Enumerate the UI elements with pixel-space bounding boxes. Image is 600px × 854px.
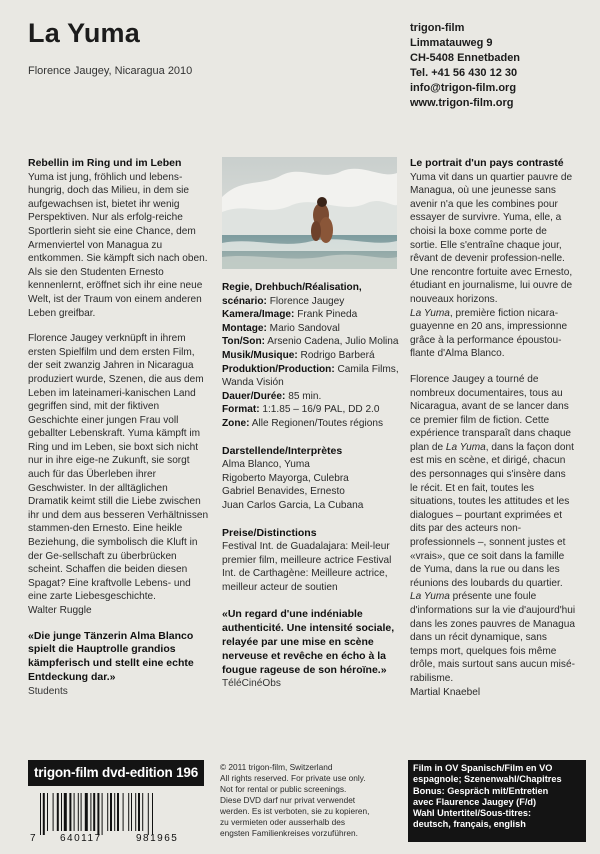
barcode-bar bbox=[61, 793, 62, 831]
barcode-bar bbox=[135, 793, 136, 831]
barcode-bar bbox=[102, 793, 103, 835]
film-title-italic: La Yuma bbox=[410, 591, 450, 603]
barcode-bar bbox=[78, 793, 79, 831]
barcode-bar bbox=[74, 793, 75, 831]
film-title-italic: La Yuma bbox=[410, 307, 450, 319]
barcode-digits-right: 981965 bbox=[136, 833, 179, 843]
french-synopsis bbox=[410, 157, 576, 711]
french-signature: Martial Knaebel bbox=[410, 686, 481, 698]
film-subtitle: Florence Jaugey, Nicaragua 2010 bbox=[28, 65, 193, 77]
german-para-2 bbox=[28, 332, 210, 617]
barcode-bar bbox=[110, 793, 112, 831]
cast-line: Gabriel Benavides, Ernesto bbox=[222, 486, 345, 498]
barcode-bar bbox=[40, 793, 41, 835]
barcode-bar bbox=[142, 793, 143, 831]
german-quote-source: Students bbox=[28, 685, 68, 697]
credits-list bbox=[222, 281, 400, 431]
german-synopsis bbox=[28, 157, 210, 698]
page-title: La Yuma bbox=[28, 18, 140, 48]
contact-email[interactable]: info@trigon-film.org bbox=[410, 82, 517, 94]
barcode-bar bbox=[53, 793, 54, 831]
barcode-digit-prefix: 7 bbox=[30, 833, 36, 843]
french-para-1: Yuma vit dans un quartier pauvre de Managua, où une jeunesse sans avenir n'a que les combines pour essayer de survivre. Yuma, elle, a choisi la boxe comme porte de sortie. Elle s'entraîne chaque jour, rêvant de devenir profession-nelle. Une rencontre fortuite avec Ernesto, étudiant en journalisme, lui ouvre de nouveaux horizons. La Yuma, première fiction nicara-guayenne en 20 ans, impressionne grâce à la performance époustou-flante d'Alma Blanco. bbox=[410, 171, 573, 360]
cast-line: Juan Carlos Garcia, La Cubana bbox=[222, 499, 364, 511]
barcode-bar bbox=[131, 793, 132, 831]
cast-heading: Darstellende/Interprètes bbox=[222, 444, 343, 457]
barcode-bar bbox=[97, 793, 99, 835]
barcode-bar bbox=[117, 793, 119, 831]
film-title-italic: La Yuma bbox=[445, 441, 486, 453]
barcode-bar bbox=[64, 793, 67, 831]
credit-zone: Zone: Alle Regionen/Toutes régions bbox=[222, 417, 384, 429]
credit-camera: Kamera/Image: Frank Pineda bbox=[222, 309, 358, 321]
barcode-bar bbox=[114, 793, 115, 831]
dvd-features-box: Film in OV Spanisch/Film en VO espagnole; Szenenwahl/Chapitres Bonus: Gespräch mit/Entretien avec Flaurence Jaugey (F/d) Wahl Untertitel/Sous-titres: deutsch, français, english bbox=[408, 760, 586, 842]
credit-direction: Regie, Drehbuch/Réalisation, scénario: Florence Jaugey bbox=[222, 282, 362, 307]
credit-format: Format: 1:1.85 – 16/9 PAL, DD 2.0 bbox=[222, 404, 380, 416]
contact-block bbox=[410, 21, 520, 111]
barcode-bar bbox=[57, 793, 59, 831]
barcode bbox=[28, 793, 206, 843]
barcode-bar bbox=[90, 793, 91, 831]
prizes-section bbox=[222, 527, 400, 595]
contact-company: trigon-film bbox=[410, 22, 465, 34]
barcode-bar bbox=[152, 793, 153, 835]
credit-music: Musik/Musique: Rodrigo Barberá bbox=[222, 349, 375, 361]
credits-column bbox=[222, 281, 400, 691]
barcode-bar bbox=[128, 793, 129, 831]
barcode-bar bbox=[81, 793, 82, 831]
cast-line: Alma Blanco, Yuma bbox=[222, 459, 310, 471]
german-para-1: Yuma ist jung, fröhlich und lebens-hungrig, doch das Milieu, in dem sie aufgewachsen ist, bietet ihr wenig Perspektiven. Nur als erfolg-reiche Sportlerin sieht sie eine Chance, dem Armenviertel von Managua zu entkommen. Sie kämpft sich nach oben. Als sie den Studenten Ernesto kennenlernt, eröffnet sich ihr eine neue Welt, ist der Traum von einem anderen Leben greifbar. bbox=[28, 171, 208, 319]
prizes-text: Festival Int. de Guadalajara: Meil-leur premier film, meilleure actrice Festival Int. de Carthagène: Meilleure actrice, meilleur acteur de soutien bbox=[222, 541, 392, 593]
german-heading: Rebellin im Ring und im Leben bbox=[28, 157, 182, 169]
dvd-edition-label: trigon-film dvd-edition 196 bbox=[28, 760, 204, 786]
cast-line: Rigoberto Mayorga, Culebra bbox=[222, 472, 349, 484]
barcode-bar bbox=[123, 793, 124, 831]
prizes-heading: Preise/Distinctions bbox=[222, 526, 317, 539]
barcode-bar bbox=[138, 793, 140, 831]
legal-notice: © 2011 trigon-film, Switzerland All rights reserved. For private use only. Not for rental or public screenings. Diese DVD darf nur privat verwendet werden. Es ist verboten, sie zu kopieren, zu vermieten oder ausserhalb des engsten Familienkreises vorzuführen. bbox=[220, 762, 370, 838]
barcode-bar bbox=[93, 793, 95, 831]
french-quote-source: TéléCinéObs bbox=[222, 678, 281, 690]
credit-production: Produktion/Production: Camila Films, Wanda Visión bbox=[222, 363, 399, 389]
barcode-bar bbox=[148, 793, 149, 835]
credit-duration: Dauer/Durée: 85 min. bbox=[222, 390, 322, 402]
movie-still-image bbox=[222, 157, 397, 269]
wave-scene-illustration bbox=[222, 157, 397, 269]
barcode-bar bbox=[69, 793, 71, 831]
barcode-bar bbox=[47, 793, 48, 831]
contact-city: CH-5408 Ennetbaden bbox=[410, 52, 521, 64]
cast-section bbox=[222, 445, 400, 513]
credit-sound: Ton/Son: Arsenio Cadena, Julio Molina bbox=[222, 336, 399, 348]
french-heading: Le portrait d'un pays contrasté bbox=[410, 157, 564, 169]
french-para-2: Florence Jaugey a tourné de nombreux documentaires, tous au Nicaragua, avant de se lancer dans ce premier film de fiction. Cette expérience transparaît dans chaque plan de La Yuma, dans la façon dont est mis en scène, et dirigé, chacun des personnages qui s'insère dans le récit. Et en fait, toutes les situations, toutes les attitudes et les dialogues – pourtant exprimées et dits par des acteurs non-professionnels –, sonnent justes et «vrais», que ce soit dans la famille de Yuma, dans la rue ou dans les réunions des loubards du quartier. La Yuma présente une foule d'informations sur la vie d'aujourd'hui dans les zones pauvres de Managua dans un récit dynamique, sans temps mort, quelques fois même drôle, mais surtout sans aucun misé-rabilisme. Martial Knaebel bbox=[410, 373, 576, 698]
french-press-quote: «Un regard d'une indéniable authenticité. Une intensité sociale, relayée par une mise en scène nerveuse et revêche en écho à la fougue rageuse de son héroïne.» bbox=[222, 608, 395, 676]
barcode-digits-left: 640117 bbox=[60, 833, 102, 843]
barcode-bar bbox=[85, 793, 88, 831]
german-signature: Walter Ruggle bbox=[28, 605, 92, 616]
credit-editing: Montage: Mario Sandoval bbox=[222, 322, 340, 334]
barcode-bar bbox=[107, 793, 108, 831]
german-para-2-text: Florence Jaugey verknüpft in ihrem ersten Spielfilm und dem ersten Film, der seit zwanzig Jahren in Nicaragua produziert wurde, Szenen, die aus dem Leben im lateinameri-kanischen Land gegriffen sind, mit der fiktiven Geschichte einer jungen Frau voll geballter Lebenskraft. Yuma kämpft im Ring und im Leben, sie boxt sich nicht nur in ihre eige-ne Zukunft, sie sorgt auch für das Überleben ihrer Geschwister. In der alltäglichen Dramatik keimt still die Liebe zwischen ihr und dem aus besseren Verhältnissen stammen-den Ernesto. Eine heikle Beziehung, die symbolisch die Kluft in der Ge-sellschaft zu überbrücken scheint. Schaffen die beiden diesen Spagat? Eine kraftvolle Lebens- und eine zarte Liebesgeschichte. bbox=[28, 333, 209, 603]
contact-street: Limmatauweg 9 bbox=[410, 37, 493, 49]
contact-website[interactable]: www.trigon-film.org bbox=[410, 97, 514, 109]
contact-phone: Tel. +41 56 430 12 30 bbox=[410, 67, 518, 79]
barcode-bar bbox=[43, 793, 45, 835]
german-press-quote: «Die junge Tänzerin Alma Blanco spielt die Hauptrolle grandios kämpferisch und stellt eine echte Entdeckung dar.» bbox=[28, 629, 194, 683]
